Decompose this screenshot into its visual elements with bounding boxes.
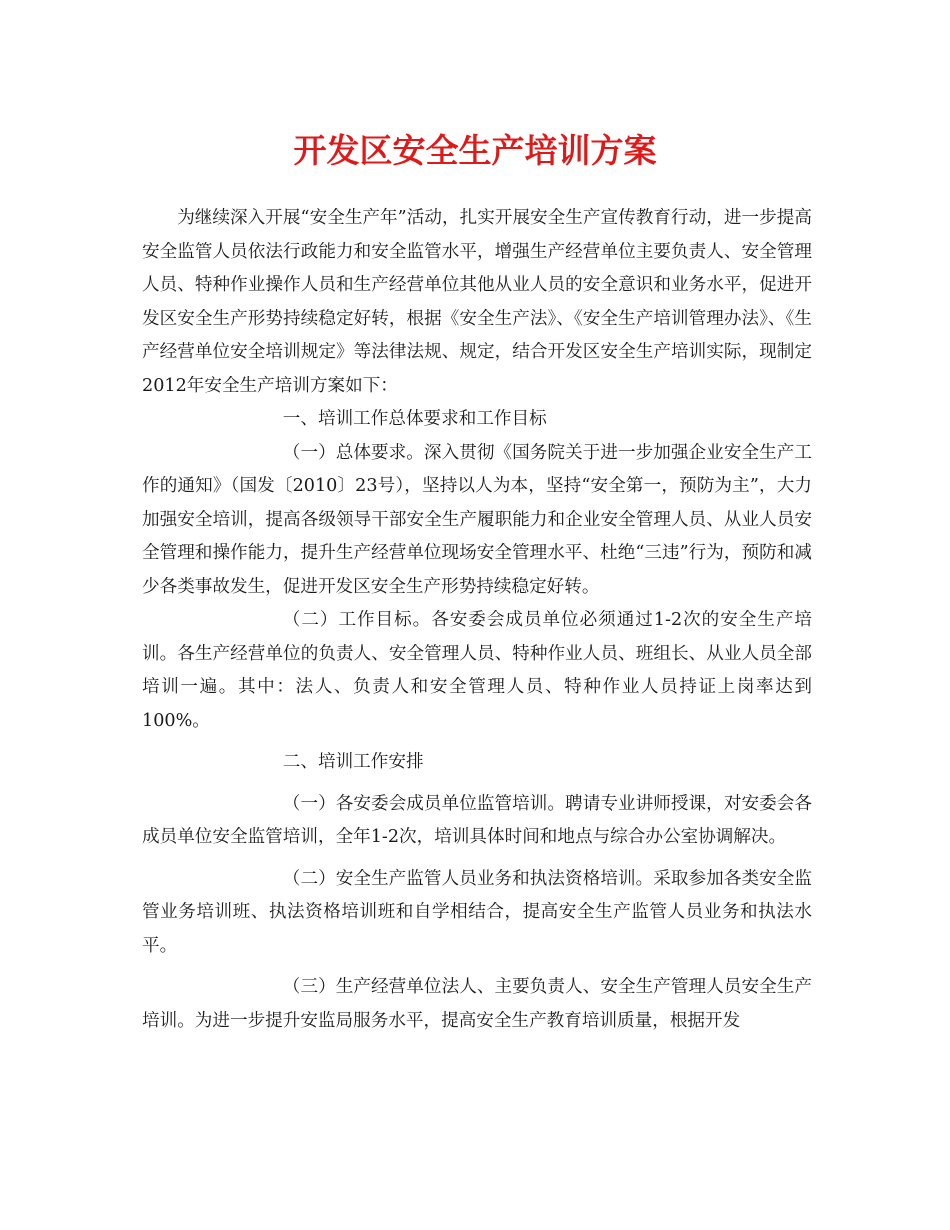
- paragraph-enterprise-training: （三）生产经营单位法人、主要负责人、安全生产管理人员安全生产培训。为进一步提升安监局服务水平，提高安全生产教育培训质量，根据开发: [142, 977, 812, 1031]
- document-title: 开发区安全生产培训方案: [293, 131, 657, 170]
- paragraph-work-goals: （二）工作目标。各安委会成员单位必须通过1-2次的安全生产培训。各生产经营单位的负责人、安全管理人员、特种作业人员、班组长、从业人员全部培训一遍。其中：法人、负责人和安全管理人员、特种作业人员持证上岗率达到100%。: [142, 610, 812, 731]
- document-body: [142, 202, 812, 1038]
- section-heading-2: 二、培训工作安排: [282, 752, 424, 772]
- paragraph-overall-requirements: （一）总体要求。深入贯彻《国务院关于进一步加强企业安全生产工作的通知》（国发〔2010〕23号），坚持以人为本，坚持“安全第一，预防为主”，大力加强安全培训，提高各级领导干部安全生产履职能力和企业安全管理人员、从业人员安全管理和操作能力，提升生产经营单位现场安全管理水平、杜绝“三违”行为，预防和减少各类事故发生，促进开发区安全生产形势持续稳定好转。: [142, 442, 812, 597]
- paragraph-member-unit-training: （一）各安委会成员单位监管培训。聘请专业讲师授课，对安委会各成员单位安全监管培训，全年1-2次，培训具体时间和地点与综合办公室协调解决。: [142, 793, 812, 847]
- intro-paragraph: 为继续深入开展“安全生产年”活动，扎实开展安全生产宣传教育行动，进一步提高安全监管人员依法行政能力和安全监管水平，增强生产经营单位主要负责人、安全管理人员、特种作业操作人员和生产经营单位其他从业人员的安全意识和业务水平，促进开发区安全生产形势持续稳定好转，根据《安全生产法》、《安全生产培训管理办法》、《生产经营单位安全培训规定》等法律法规、规定，结合开发区安全生产培训实际，现制定2012年安全生产培训方案如下：: [142, 208, 812, 396]
- paragraph-supervisor-training: （二）安全生产监管人员业务和执法资格培训。采取参加各类安全监管业务培训班、执法资格培训班和自学相结合，提高安全生产监管人员业务和执法水平。: [142, 868, 812, 956]
- section-heading-1: 一、培训工作总体要求和工作目标: [282, 409, 547, 429]
